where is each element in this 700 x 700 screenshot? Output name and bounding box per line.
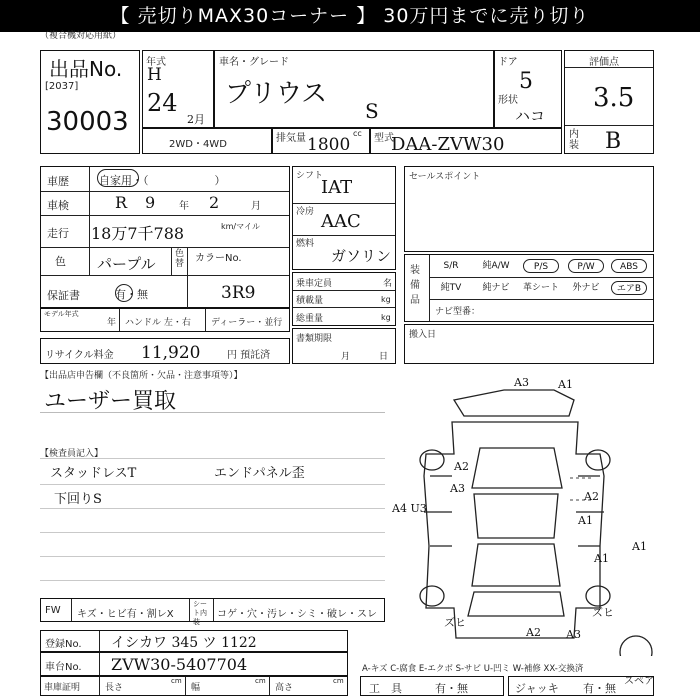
sales-point-box [404, 166, 654, 252]
era-value: H [147, 65, 162, 85]
seat-label: シート内装 [193, 600, 207, 626]
cert-label: 車庫証明 [44, 683, 81, 693]
damage-mark: A1 [558, 378, 573, 391]
inspection-label: 車検 [47, 199, 69, 212]
shape-label: 形状 [498, 95, 518, 106]
gross-label: 総重量 [296, 314, 324, 324]
model-year-unit: 年 [107, 318, 117, 328]
equipment-option: 純A/W [482, 261, 510, 271]
score-value: 3.5 [593, 83, 635, 113]
tools-box [360, 676, 504, 696]
color-label: 色 [55, 255, 66, 268]
interior-value: B [605, 129, 622, 154]
equipment-option: 純ナビ [482, 283, 510, 293]
inspection-year-unit: 年 [179, 201, 189, 212]
equipment-box [404, 254, 654, 322]
color-change-label: 色替 [175, 249, 185, 269]
info-table [40, 166, 290, 308]
jack-box [508, 676, 654, 696]
year-value: 24 [147, 89, 178, 117]
month-value: 2月 [187, 113, 205, 126]
load-label: 積載量 [296, 296, 324, 306]
type-label: 型式 [374, 133, 394, 144]
mileage-value: 18万7千788 [91, 224, 185, 243]
gross-unit: kg [381, 313, 391, 322]
damage-mark: A1 [578, 514, 593, 527]
mileage-label: 走行 [47, 227, 69, 240]
capacity-unit: 名 [383, 279, 393, 289]
damage-mark: A2 [584, 490, 599, 503]
inspector-label: 【検査員記入】 [40, 449, 104, 459]
chassis-value: ZVW30-5407704 [111, 655, 248, 674]
jack-label: ジャッキ [515, 682, 559, 695]
sales-point-label: セールスポイント [409, 172, 481, 182]
shift-fuel-box [292, 166, 396, 270]
garage-cert-row [40, 676, 348, 696]
recycle-row [40, 338, 290, 364]
fw-label: FW [45, 605, 61, 616]
displacement-label: 排気量 [276, 133, 306, 144]
year-label: 年式 [146, 57, 166, 68]
model-label: 車名・グレード [219, 57, 289, 68]
corner-tag: [2037] [45, 81, 79, 92]
score-label: 評価点 [589, 57, 619, 68]
doc-caption: （複合機対応用紙） [40, 31, 122, 41]
reg-value: イシカワ 345 ツ 1122 [111, 635, 257, 651]
exhibit-no: 30003 [46, 107, 129, 137]
year-box [142, 50, 214, 128]
damage-mark: A1 [594, 552, 609, 565]
color-no-label: カラーNo. [195, 253, 242, 264]
exhibit-no-box [40, 50, 140, 154]
damage-mark: ズヒ [592, 606, 614, 619]
history-value: 自家用・（ ） [99, 174, 226, 187]
grade-value: S [365, 99, 379, 123]
equipment-option: S/R [443, 261, 459, 271]
page-banner: 【 売切りMAX30コーナー 】 30万円までに売り切り [0, 0, 700, 32]
exhibit-no-label: 出品No. [49, 57, 123, 81]
capacity-label: 乗車定員 [296, 279, 333, 289]
damage-mark: ズヒ [444, 616, 466, 629]
auction-sheet [0, 32, 700, 700]
handle-label: ハンドル 左・右 [125, 318, 191, 328]
equipment-label: 装備品 [410, 265, 420, 306]
nav-label: ナビ型番： [435, 307, 481, 317]
ac-value: AAC [321, 211, 361, 232]
interior-label: 内装 [569, 129, 579, 151]
inspection-year: 9 [145, 193, 156, 212]
shape-value: ハコ [515, 107, 546, 125]
displacement-box [272, 128, 370, 154]
drive-box [142, 128, 272, 154]
docs-label: 書類期限 [296, 334, 333, 344]
drive-label: 2WD・4WD [169, 139, 227, 150]
damage-mark: A4 U3 [392, 502, 427, 515]
chassis-row [40, 652, 348, 676]
damage-mark: A3 [514, 376, 529, 389]
warranty-circle [115, 284, 133, 302]
inspector-line-1: スタッドレスT [50, 466, 137, 481]
length-unit: cm [171, 677, 182, 685]
seat-items: コゲ・穴・汚レ・シミ・破レ・スレ [217, 609, 377, 620]
fuel-value: ガソリン [331, 247, 392, 265]
docs-day: 日 [379, 352, 389, 362]
inspection-era: R [115, 193, 128, 212]
docs-month: 月 [341, 352, 351, 362]
length-label: 長さ [105, 683, 124, 693]
declaration-label: 【出品店申告欄（不良箇所・欠品・注意事項等）】 [40, 371, 243, 381]
equipment-option: P/W [568, 259, 604, 273]
damage-mark: A2 [454, 460, 469, 473]
warranty-value: 有・無 [115, 288, 148, 301]
model-year-row [40, 308, 290, 332]
warranty-label: 保証書 [47, 289, 80, 302]
width-label: 幅 [191, 683, 201, 693]
height-unit: cm [333, 677, 344, 685]
docs-box [292, 328, 396, 364]
damage-mark: A2 [526, 626, 541, 639]
inspector-line-3: 下回りS [54, 492, 102, 507]
doors-value: 5 [519, 69, 533, 94]
tools-value: 有・無 [435, 682, 468, 695]
load-unit: kg [381, 295, 391, 304]
door-shape-box [494, 50, 562, 128]
registration-row [40, 630, 348, 652]
damage-mark: A3 [450, 482, 465, 495]
equipment-option: 革シート [523, 283, 560, 293]
recycle-fee: 11,920 [141, 343, 201, 363]
model-name: プリウス [225, 79, 328, 109]
dealer-label: ディーラー・並行 [211, 318, 283, 328]
history-label: 車歴 [47, 175, 69, 188]
tools-label: 工 具 [369, 682, 402, 695]
inspection-month: 2 [209, 193, 220, 212]
door-label: ドア [498, 57, 518, 68]
fw-items: キズ・ヒビ有・割レX [77, 609, 174, 620]
capacity-box [292, 272, 396, 326]
reg-label: 登録No. [45, 639, 82, 650]
type-box [370, 128, 562, 154]
fw-seat-row [40, 598, 385, 626]
damage-diagram [394, 376, 694, 656]
equipment-option: 純TV [440, 283, 462, 293]
inspector-line-2: エンドパネル歪 [214, 466, 305, 481]
mileage-unit: km/マイル [221, 222, 260, 231]
recycle-label: リサイクル料金 [45, 350, 114, 361]
equipment-option: P/S [523, 259, 559, 273]
spare-label: スペア [624, 676, 654, 687]
recycle-unit: 円 預託済 [227, 350, 271, 361]
arrival-box [404, 324, 654, 364]
damage-legend: A-キズ C-腐食 E-エクボ S-サビ U-凹ミ W-補修 XX-交換済 [362, 664, 584, 674]
damage-mark: A1 [632, 540, 647, 553]
chassis-label: 車台No. [45, 662, 82, 673]
equipment-option: 外ナビ [572, 283, 600, 293]
ac-label: 冷房 [296, 207, 315, 217]
color-value: パープル [97, 255, 156, 273]
model-year-label: モデル年式 [44, 310, 79, 318]
color-no-value: 3R9 [221, 283, 256, 303]
cc-label: cc [353, 129, 362, 138]
height-label: 高さ [275, 683, 294, 693]
arrival-label: 搬入日 [409, 330, 437, 340]
model-code: DAA-ZVW30 [391, 134, 505, 155]
inspection-month-unit: 月 [251, 201, 261, 212]
score-box [564, 50, 654, 154]
width-unit: cm [255, 677, 266, 685]
equipment-option: ABS [611, 259, 647, 273]
jack-value: 有・無 [583, 682, 616, 695]
fuel-label: 燃料 [296, 239, 315, 249]
displacement-value: 1800 [307, 135, 351, 155]
history-circle [97, 169, 139, 187]
model-box [214, 50, 494, 128]
equipment-option: エアB [611, 281, 647, 295]
shift-value: IAT [321, 177, 353, 198]
shift-label: シフト [296, 171, 324, 181]
declaration-text: ユーザー買取 [44, 389, 177, 414]
damage-mark: A3 [566, 628, 581, 641]
